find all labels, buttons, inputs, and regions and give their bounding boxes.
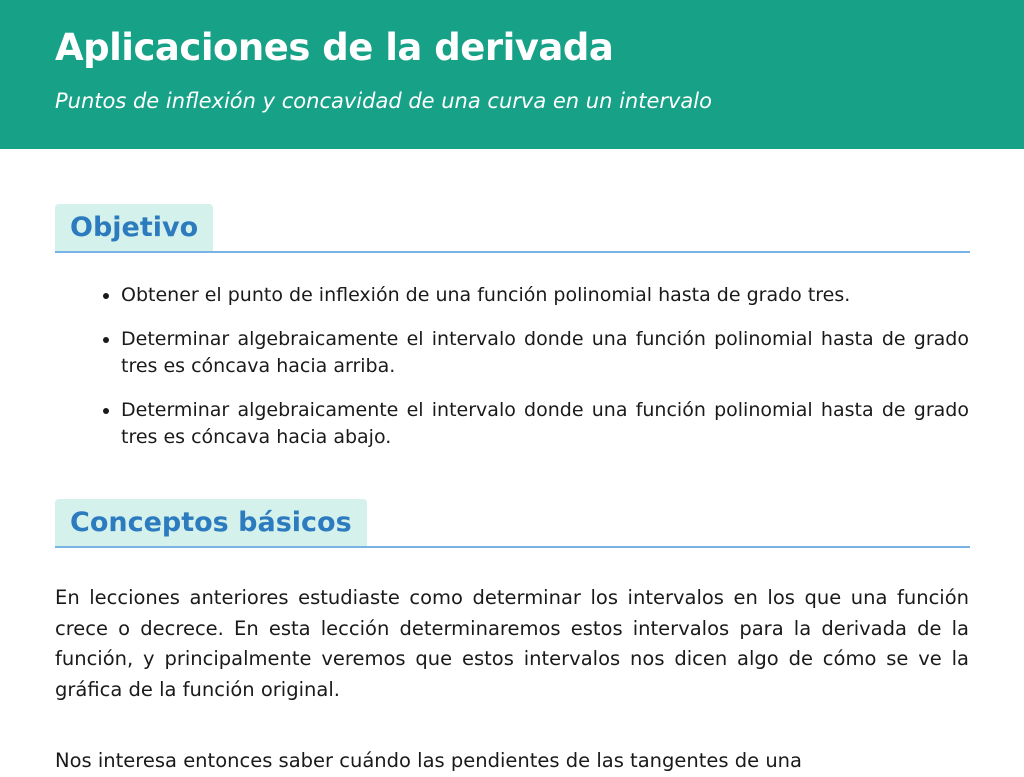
page-subtitle: Puntos de inflexión y concavidad de una curva en un intervalo — [55, 89, 712, 113]
section-conceptos-header — [55, 499, 970, 548]
section-conceptos-title: Conceptos básicos — [55, 499, 367, 546]
list-item: • Determinar algebraicamente el intervalo donde una función polinomial hasta de grado tres es cóncava hacia arriba. — [121, 326, 969, 380]
page-title: Aplicaciones de la derivada — [55, 26, 614, 69]
paragraph: Nos interesa entonces saber cuándo las pendientes de las tangentes de una — [55, 749, 802, 772]
list-item: • Determinar algebraicamente el intervalo donde una función polinomial hasta de grado tres es cóncava hacia abajo. — [121, 397, 969, 451]
section-objetivo-title: Objetivo — [55, 204, 213, 251]
objectives-list — [85, 282, 969, 468]
list-item: • Obtener el punto de inflexión de una función polinomial hasta de grado tres. — [121, 282, 969, 309]
section-objetivo-header — [55, 204, 970, 253]
page-header — [0, 0, 1024, 149]
paragraph: En lecciones anteriores estudiaste como determinar los intervalos en los que una función crece o decrece. En esta lección determinaremos estos intervalos para la derivada de la función, y principalmente veremos que estos intervalos nos dicen algo de cómo se ve la gráfica de la función original. — [55, 586, 969, 701]
